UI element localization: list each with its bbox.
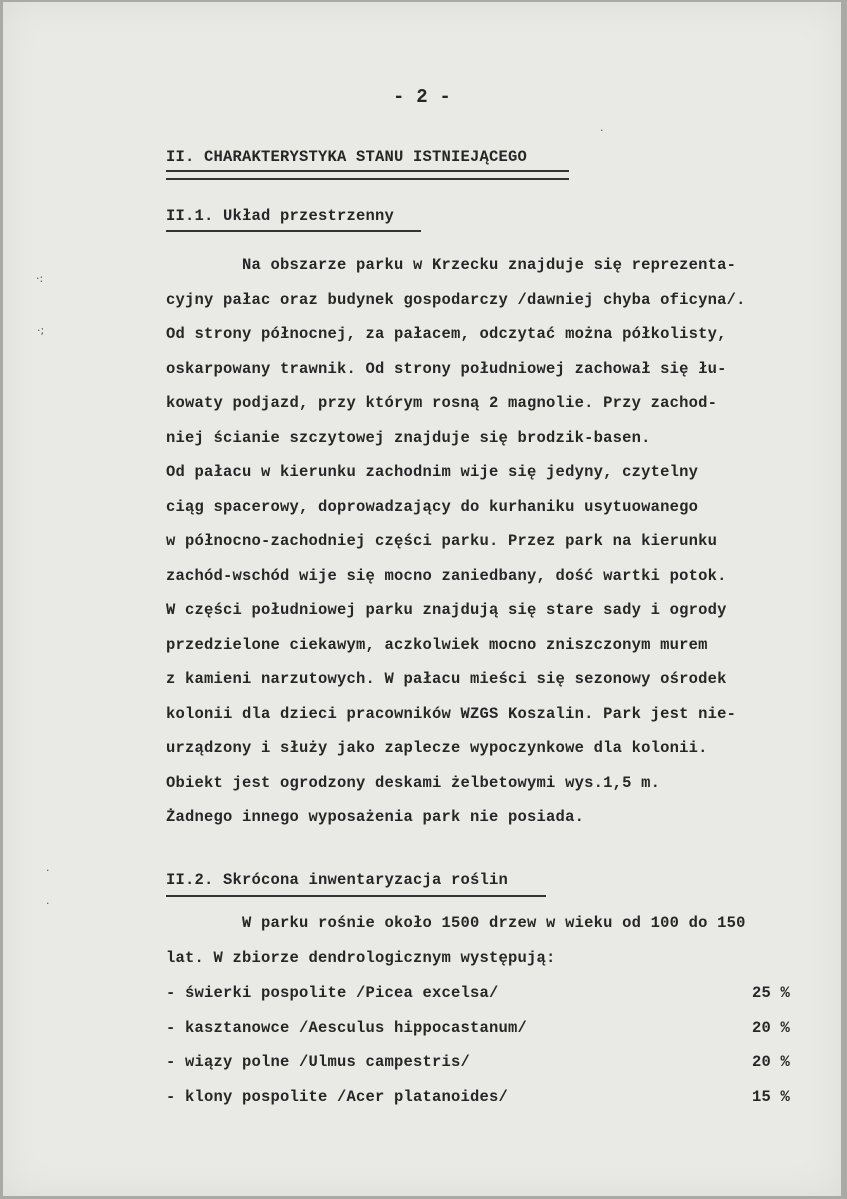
page-number: - 2 - [392,86,451,108]
body-line: kolonii dla dzieci pracowników WZGS Koszalin. Park jest nie- [166,704,737,723]
subsection-2-underline [166,895,546,897]
list-item [166,1080,801,1115]
species-share: 25 % [752,984,791,1002]
species-name: - świerki pospolite /Picea excelsa/ [166,984,499,1002]
body-line: w północno-zachodniej części parku. Przez park na kierunku [166,532,718,550]
list-item [166,1045,801,1080]
body-line: niej ścianie szczytowej znajduje się brodzik-basen. [166,428,651,447]
body-line: lat. W zbiorze dendrologicznym występują: [166,948,556,967]
margin-speck: ·; [37,324,45,337]
list-item [166,976,801,1011]
body-line: Na obszarze parku w Krzecku znajduje się reprezenta- [166,256,737,274]
body-line: Od strony północnej, za pałacem, odczytać można półkolisty, [166,325,727,343]
section-title: II. CHARAKTERYSTYKA STANU ISTNIEJĄCEGO [166,148,528,166]
species-name: - wiązy polne /Ulmus campestris/ [166,1053,471,1071]
species-share: 15 % [752,1087,791,1106]
body-line: urządzony i służy jako zaplecze wypoczynkowe dla kolonii. [166,739,708,757]
body-line: Obiekt jest ogrodzony deskami żelbetowymi wys.1,5 m. [166,773,661,792]
subsection-1-body [166,248,791,835]
body-line: ciąg spacerowy, doprowadzający do kurhaniku usytuowanego [166,497,699,516]
subsection-2-title: II.2. Skrócona inwentaryzacja roślin [166,871,509,889]
margin-speck: ·: [36,272,44,285]
body-line: W parku rośnie około 1500 drzew w wieku od 100 do 150 [166,914,746,932]
body-line: Żadnego innego wyposażenia park nie posiada. [166,808,585,826]
body-line: kowaty podjazd, przy którym rosną 2 magnolie. Przy zachod- [166,394,718,412]
margin-speck: · [46,897,50,910]
subsection-1-underline [166,230,421,232]
body-line: z kamieni narzutowych. W pałacu mieści się sezonowy ośrodek [166,670,727,688]
body-line: oskarpowany trawnik. Od strony południowej zachował się łu- [166,359,727,378]
body-line: Od pałacu w kierunku zachodnim wije się jedyny, czytelny [166,463,699,481]
body-line: zachód-wschód wije się mocno zaniedbany, dość wartki potok. [166,566,727,585]
margin-speck: · [600,124,604,137]
list-item [166,1011,801,1046]
subsection-2-body [166,906,791,975]
body-line: W części południowej parku znajdują się stare sady i ogrody [166,601,727,619]
typewritten-page [3,2,841,1196]
section-title-double-underline [166,170,569,180]
species-share: 20 % [752,1018,791,1037]
species-list [166,976,801,1114]
body-line: cyjny pałac oraz budynek gospodarczy /dawniej chyba oficyna/. [166,290,746,309]
species-share: 20 % [752,1053,791,1071]
body-line: przedzielone ciekawym, aczkolwiek mocno zniszczonym murem [166,635,708,654]
subsection-1-title: II.1. Układ przestrzenny [166,207,395,225]
species-name: - klony pospolite /Acer platanoides/ [166,1087,509,1106]
margin-speck: · [46,864,50,877]
species-name: - kasztanowce /Aesculus hippocastanum/ [166,1018,528,1037]
